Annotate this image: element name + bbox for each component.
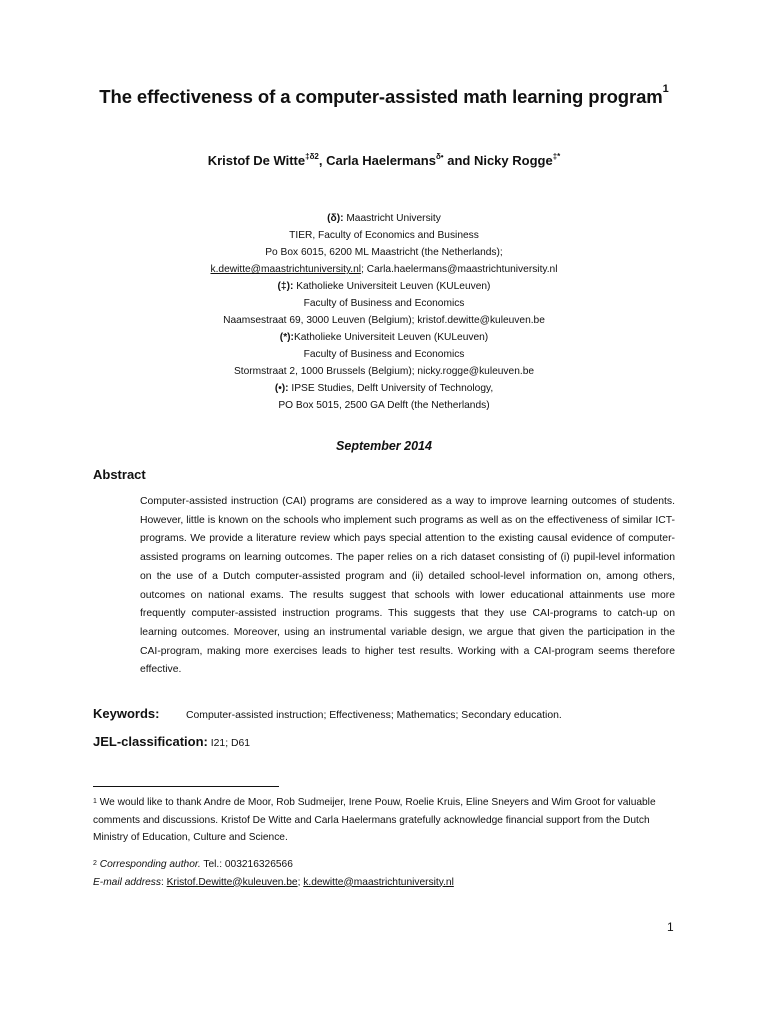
footnote-punct: ; [297, 876, 304, 888]
author-name: Nicky Rogge [473, 153, 553, 168]
author-marks: ‡* [552, 152, 561, 161]
email-link[interactable]: k.dewitte@maastrichtuniversity.nl [210, 264, 362, 275]
footnote-mark: 2 [93, 860, 97, 867]
footnote-telephone: Tel.: 003216326566 [200, 859, 293, 870]
email-link[interactable]: Kristof.Dewitte@kuleuven.be [166, 876, 298, 888]
title-text: The effectiveness of a computer-assisted math learning program [99, 86, 663, 107]
affiliation-line: Po Box 6015, 6200 ML Maastricht (the Netherlands); [265, 247, 503, 258]
title-footnote-mark: 1 [662, 83, 669, 95]
affiliation-line: Faculty of Business and Economics [303, 349, 465, 360]
affiliation-line: Stormstraat 2, 1000 Brussels (Belgium); nicky.rogge@kuleuven.be [233, 366, 535, 377]
affiliation-label: (‡): [277, 281, 294, 292]
affiliation-line [0, 210, 768, 227]
affiliation-line [0, 261, 768, 278]
author-separator: , [318, 153, 327, 168]
footnote-2 [93, 856, 678, 891]
author-name: Kristof De Witte [207, 153, 306, 168]
affiliation-label: (•): [274, 383, 289, 394]
footnote-text: We would like to thank Andre de Moor, Rob Sudmeijer, Irene Pouw, Roelie Kruis, Eline Sneyers and Wim Groot for valuable comments and discussions. Kristof De Witte and Carla Haelermans gratefully acknowledge financial support from the Dutch Ministry of Education, Culture and Science. [93, 797, 656, 843]
affiliation-name: Maastricht University [343, 213, 441, 224]
keywords-text: Computer-assisted instruction; Effectiveness; Mathematics; Secondary education. [186, 710, 562, 721]
author-name: Carla Haelermans [326, 153, 436, 168]
email-link[interactable]: k.dewitte@maastrichtuniversity.nl [303, 876, 454, 888]
jel-label: JEL-classification: [93, 734, 208, 749]
footnote-divider [93, 786, 279, 787]
email-text: ; Carla.haelermans@maastrichtuniversity.nl [361, 264, 558, 275]
affiliation-line: PO Box 5015, 2500 GA Delft (the Netherlands) [278, 400, 490, 411]
publication-date: September 2014 [336, 439, 432, 453]
affiliation-line: TIER, Faculty of Economics and Business [289, 230, 479, 241]
jel-line [93, 734, 250, 749]
affiliation-line: Faculty of Business and Economics [303, 298, 465, 309]
author-separator: and [443, 153, 474, 168]
abstract-heading: Abstract [93, 467, 146, 482]
affiliation-line [0, 278, 768, 295]
footnote-1 [93, 794, 678, 847]
footnote-punct: : [160, 876, 167, 888]
keywords-line [93, 706, 562, 721]
author-marks: δ• [435, 152, 444, 161]
page-number: 1 [667, 920, 674, 934]
affiliations-block [0, 210, 768, 414]
abstract-text: Computer-assisted instruction (CAI) programs are considered as a way to improve learning outcomes of students. However, little is known on the schools who implement such programs as well as on the effectiveness of similar ICT-programs. We provide a literature review which pays special attention to the existing causal evidence of computer-assisted programs on learning outcomes. The paper relies on a rich dataset consisting of (i) pupil-level information on the use of a Dutch computer-assisted program and (ii) detailed school-level information on, among others, outcomes on national exams. The results suggest that schools with lower educational attainments use more frequently computer-assisted instruction programs. This suggests that they use CAI-programs to catch-up on learning outcomes. Moreover, using an instrumental variable design, we argue that given the participation in the CAI-program, making more exercises leads to higher test results. Working with a CAI-program seems therefore effective. [140, 496, 675, 676]
affiliation-line [0, 329, 768, 346]
author-marks: ‡δ2 [305, 152, 319, 161]
affiliation-name: Katholieke Universiteit Leuven (KULeuven) [293, 332, 489, 343]
footnote-italic-text: Corresponding author. [96, 859, 201, 870]
affiliation-line: Naamsestraat 69, 3000 Leuven (Belgium); kristof.dewitte@kuleuven.be [223, 315, 545, 326]
jel-codes: I21; D61 [207, 738, 251, 749]
affiliation-label: (δ): [327, 213, 344, 224]
keywords-label: Keywords: [93, 706, 160, 721]
affiliation-label: (*): [279, 332, 294, 343]
paper-title [0, 83, 768, 108]
affiliation-name: IPSE Studies, Delft University of Technology, [288, 383, 494, 394]
footnote-mark: 1 [93, 798, 97, 805]
affiliation-name: Katholieke Universiteit Leuven (KULeuven) [293, 281, 491, 292]
footnote-email-label: E-mail address [93, 876, 161, 888]
affiliation-line [0, 380, 768, 397]
author-list [0, 153, 768, 168]
